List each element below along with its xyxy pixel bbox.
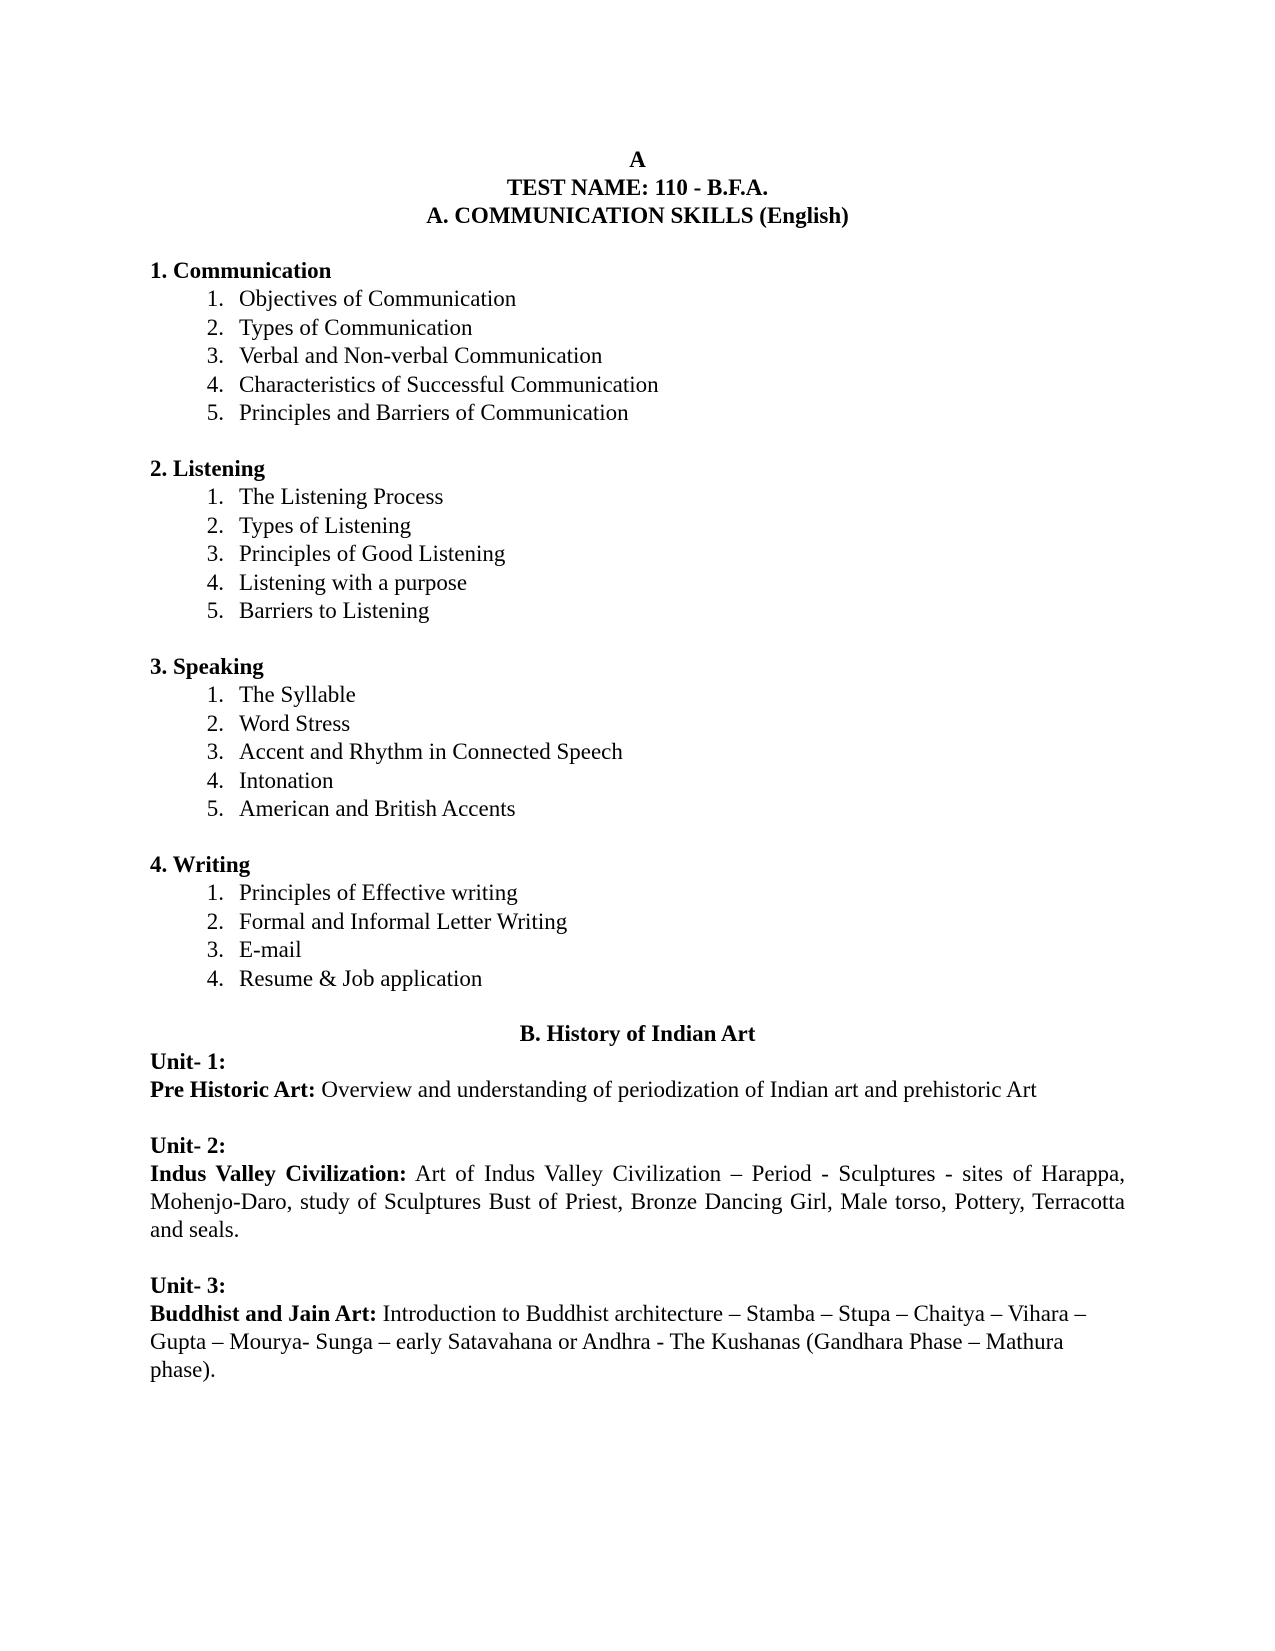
item-number: 2. <box>206 908 224 934</box>
unit-heading: Pre Historic Art: <box>150 1077 316 1103</box>
item-text: Word Stress <box>239 710 351 736</box>
unit-label: Unit- 1: <box>150 1049 227 1075</box>
list-item <box>150 540 1125 569</box>
part-b-title: B. History of Indian Art <box>519 1021 756 1047</box>
item-number: 4. <box>206 767 224 793</box>
item-number: 2. <box>206 512 224 538</box>
list-item <box>150 342 1125 371</box>
list-item <box>150 681 1125 710</box>
section-title: 1. Communication <box>150 258 332 283</box>
item-text: Verbal and Non-verbal Communication <box>239 343 603 369</box>
unit-body <box>150 1160 1125 1244</box>
item-text: Resume & Job application <box>239 965 483 991</box>
list-item <box>150 569 1125 598</box>
list-item <box>150 767 1125 796</box>
item-number: 4. <box>206 371 224 397</box>
list-item <box>150 371 1125 400</box>
item-text: American and British Accents <box>239 796 516 822</box>
topic-list <box>150 681 1125 824</box>
unit-text: Overview and understanding of periodization of Indian art and prehistoric Art <box>315 1077 1037 1103</box>
unit-1 <box>150 1048 1125 1104</box>
section-listening <box>150 455 1125 626</box>
list-item <box>150 314 1125 343</box>
document-header <box>150 146 1125 230</box>
unit-label: Unit- 2: <box>150 1133 227 1159</box>
item-text: Objectives of Communication <box>239 286 517 311</box>
item-number: 1. <box>206 483 224 509</box>
section-communication <box>150 257 1125 428</box>
item-text: Principles and Barriers of Communication <box>239 400 629 426</box>
item-text: Principles of Effective writing <box>239 879 518 905</box>
item-number: 2. <box>206 314 224 340</box>
item-number: 3. <box>206 739 224 765</box>
item-number: 2. <box>206 710 224 736</box>
topic-list <box>150 483 1125 626</box>
item-number: 4. <box>206 569 224 595</box>
section-title: 4. Writing <box>150 851 251 877</box>
item-text: Intonation <box>239 767 334 793</box>
list-item <box>150 908 1125 937</box>
header-set-letter: A <box>629 147 646 172</box>
item-number: 5. <box>206 796 224 822</box>
topic-list <box>150 285 1125 428</box>
item-number: 1. <box>206 879 224 905</box>
list-item <box>150 597 1125 626</box>
unit-text: Art of Indus Valley Civilization – Period - Sculptures - sites of Harappa, Mohenjo-Daro, study of Sculptures Bust of Priest, Bronze Dancing Girl, Male torso, Pottery, Terracotta and seals. <box>150 1161 1125 1243</box>
section-title: 2. Listening <box>150 455 266 481</box>
item-text: Characteristics of Successful Communication <box>239 371 659 397</box>
item-text: The Syllable <box>239 681 356 707</box>
list-item <box>150 710 1125 739</box>
item-text: Types of Listening <box>239 512 412 538</box>
list-item <box>150 936 1125 965</box>
list-item <box>150 738 1125 767</box>
item-number: 3. <box>206 541 224 567</box>
item-number: 5. <box>206 598 224 624</box>
item-number: 3. <box>206 937 224 963</box>
item-text: Barriers to Listening <box>239 598 430 624</box>
unit-heading: Buddhist and Jain Art: <box>150 1301 377 1327</box>
unit-label: Unit- 3: <box>150 1273 227 1299</box>
list-item <box>150 879 1125 908</box>
list-item <box>150 965 1125 994</box>
item-text: Listening with a purpose <box>239 569 468 595</box>
header-test-name: TEST NAME: 110 - B.F.A. <box>506 175 769 200</box>
section-writing <box>150 851 1125 993</box>
item-text: The Listening Process <box>239 483 444 509</box>
item-text: Accent and Rhythm in Connected Speech <box>239 739 623 765</box>
item-number: 1. <box>206 681 224 707</box>
list-item <box>150 512 1125 541</box>
list-item <box>150 399 1125 428</box>
topic-list <box>150 879 1125 993</box>
unit-2 <box>150 1132 1125 1244</box>
unit-body <box>150 1300 1125 1384</box>
section-title: 3. Speaking <box>150 653 264 679</box>
list-item <box>150 483 1125 512</box>
item-text: Formal and Informal Letter Writing <box>239 908 568 934</box>
item-number: 1. <box>206 286 224 311</box>
item-number: 5. <box>206 400 224 426</box>
list-item <box>150 285 1125 314</box>
unit-heading: Indus Valley Civilization: <box>150 1161 407 1187</box>
item-text: Types of Communication <box>239 314 473 340</box>
item-text: Principles of Good Listening <box>239 541 506 567</box>
item-text: E-mail <box>239 937 302 963</box>
item-number: 3. <box>206 343 224 369</box>
list-item <box>150 795 1125 824</box>
unit-body <box>150 1076 1125 1104</box>
header-part-a-title: A. COMMUNICATION SKILLS (English) <box>426 203 849 228</box>
unit-text: Introduction to Buddhist architecture – Stamba – Stupa – Chaitya – Vihara – Gupta – Mourya- Sunga – early Satavahana or Andhra - The Kushanas (Gandhara Phase – Mathura phase). <box>150 1301 1087 1383</box>
item-number: 4. <box>206 965 224 991</box>
unit-3 <box>150 1272 1125 1384</box>
section-speaking <box>150 653 1125 824</box>
